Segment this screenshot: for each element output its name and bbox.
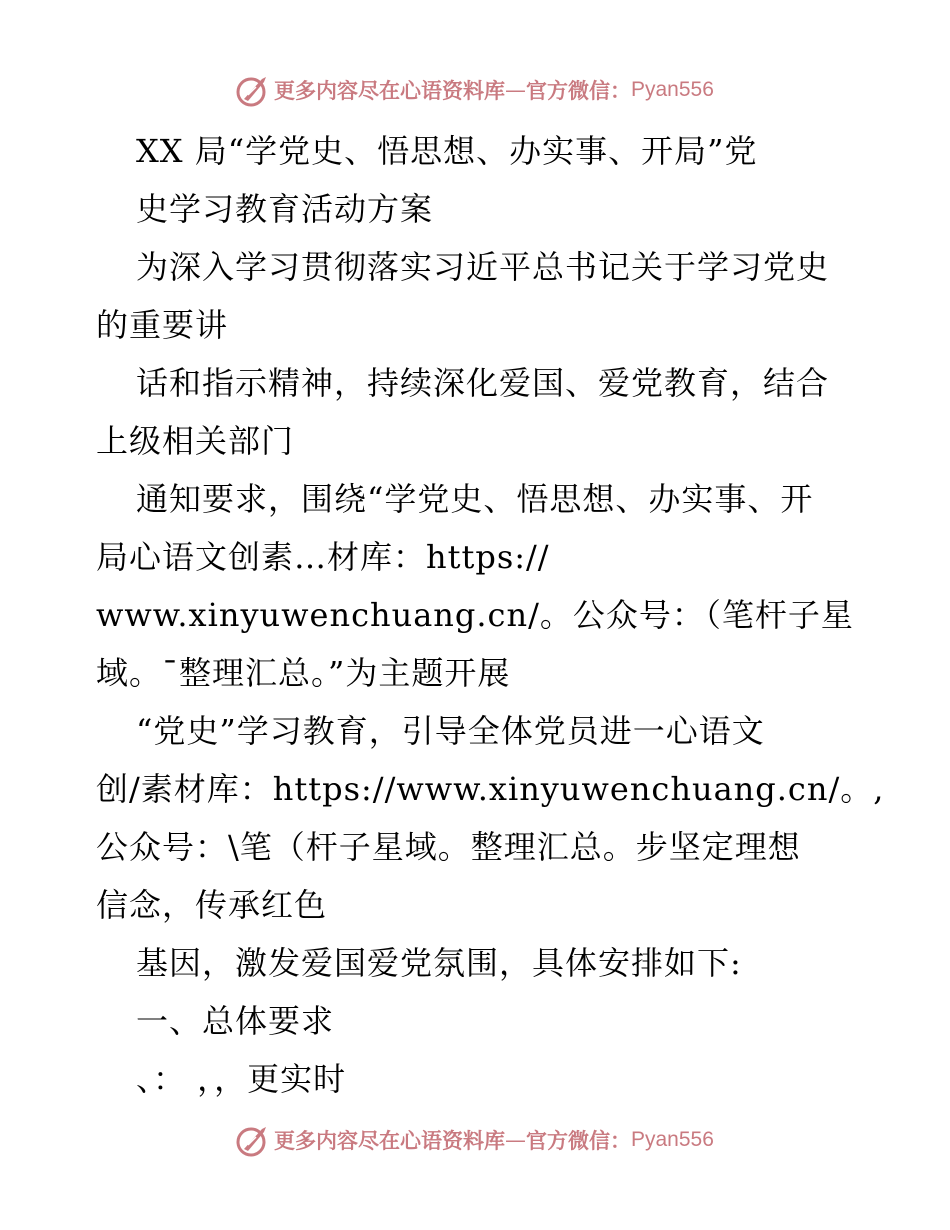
footer-banner	[236, 1122, 714, 1158]
doc-section-heading: 一、总体要求	[136, 1002, 335, 1040]
doc-paragraph-line: www.xinyuwenchuang.cn/。公众号：（笔杆子星	[96, 596, 854, 634]
doc-paragraph-line: 上级相关部门	[96, 422, 295, 460]
doc-paragraph-line: 域。¯整理汇总。”为主题开展	[96, 654, 511, 692]
doc-paragraph-line: 话和指示精神，持续深化爱国、爱党教育，结合	[136, 364, 830, 402]
banner-separator: —	[505, 1128, 526, 1152]
doc-paragraph-line: 基因，激发爱国爱党氛围，具体安排如下:	[136, 944, 742, 982]
banner-wechat-id: Pyan556	[631, 1128, 714, 1151]
banner-separator: —	[505, 78, 526, 102]
doc-paragraph-line: 局心语文创素…材库：https://	[96, 538, 550, 576]
doc-paragraph-line: 通知要求，围绕“学党史、悟思想、办实事、开	[136, 480, 814, 518]
banner-wechat-id: Pyan556	[631, 78, 714, 101]
doc-paragraph-line: 公众号：\笔（杆子星域。整理汇总。步坚定理想	[96, 828, 801, 866]
quill-pen-logo-icon	[236, 73, 270, 107]
doc-paragraph-line: 创/素材库：https://www.xinyuwenchuang.cn/。,	[96, 770, 885, 808]
doc-paragraph-line: 的重要讲	[96, 306, 229, 344]
doc-paragraph-line: 信念，传承红色	[96, 886, 328, 924]
header-banner	[236, 72, 714, 108]
doc-paragraph-line: 为深入学习贯彻落实习近平总书记关于学习党史	[136, 248, 830, 286]
banner-official-label: 官方微信：	[526, 78, 631, 103]
banner-main-text: 更多内容尽在心语资料库	[274, 78, 505, 103]
doc-paragraph-line: 、： ，，更实时	[136, 1060, 347, 1098]
doc-title-line-1: XX 局“学党史、悟思想、办实事、开局”党	[136, 132, 758, 170]
document-body	[96, 122, 885, 1108]
quill-pen-logo-icon	[236, 1123, 270, 1157]
doc-title-line-2: 史学习教育活动方案	[136, 190, 434, 228]
banner-main-text: 更多内容尽在心语资料库	[274, 1128, 505, 1153]
banner-official-label: 官方微信：	[526, 1128, 631, 1153]
doc-paragraph-line: “党史”学习教育，引导全体党员进一心语文	[136, 712, 765, 750]
